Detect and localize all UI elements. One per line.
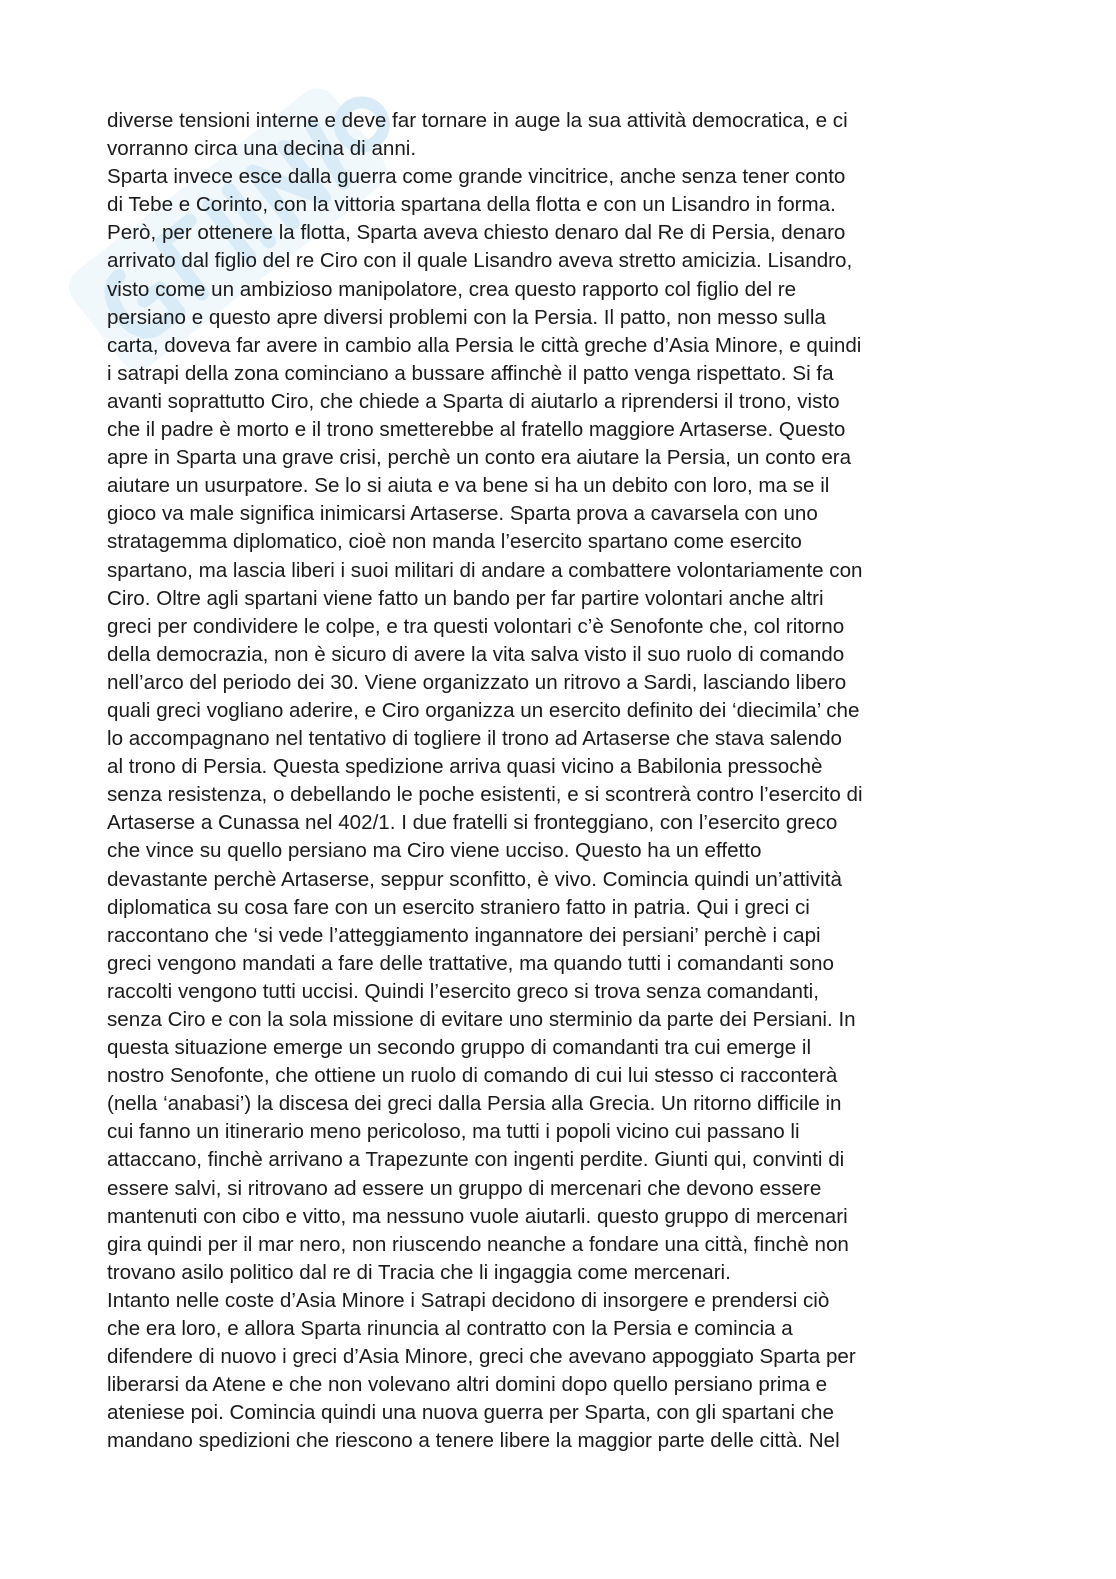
text-line: lo accompagnano nel tentativo di togliere il trono ad Artaserse che stava salendo [107,727,842,751]
text-line: raccolti vengono tutti uccisi. Quindi l’esercito greco si trova senza comandanti, [107,979,819,1003]
text-line: avanti soprattutto Ciro, che chiede a Sparta di aiutarlo a riprendersi il trono, visto [107,389,840,413]
text-line: devastante perchè Artaserse, seppur sconfitto, è vivo. Comincia quindi un’attività [107,867,842,891]
text-line: mandano spedizioni che riescono a tenere libere la maggior parte delle città. Nel [107,1429,840,1453]
text-line: questa situazione emerge un secondo gruppo di comandanti tra cui emerge il [107,1036,812,1060]
text-line: di Tebe e Corinto, con la vittoria spartana della flotta e con un Lisandro in forma. [107,193,836,217]
text-line: della democrazia, non è sicuro di avere la vita salva visto il suo ruolo di comando [107,642,845,666]
text-line: i satrapi della zona cominciano a bussare affinchè il patto venga rispettato. Si fa [107,361,834,385]
text-line: quali greci vogliano aderire, e Ciro organizza un esercito definito dei ‘diecimila’ che [107,698,860,722]
text-line: gira quindi per il mar nero, non riuscendo neanche a fondare una città, finchè non [107,1232,849,1256]
text-line: spartano, ma lascia liberi i suoi militari di andare a combattere volontariamente con [107,558,863,582]
text-line: persiano e questo apre diversi problemi con la Persia. Il patto, non messo sulla [107,305,826,329]
text-line: arrivato dal figlio del re Ciro con il quale Lisandro aveva stretto amicizia. Lisandro, [107,249,853,273]
text-line: senza resistenza, o debellando le poche esistenti, e si scontrerà contro l’esercito di [107,783,863,807]
text-line: greci vengono mandati a fare delle trattative, ma quando tutti i comandanti sono [107,951,834,975]
text-line: greci per condividere le colpe, e tra questi volontari c’è Senofonte che, col ritorno [107,614,845,638]
text-line: aiutare un usurpatore. Se lo si aiuta e va bene si ha un debito con loro, ma se il [107,474,830,498]
text-line: carta, doveva far avere in cambio alla Persia le città greche d’Asia Minore, e quindi [107,333,862,357]
text-line: che vince su quello persiano ma Ciro viene ucciso. Questo ha un effetto [107,839,762,863]
text-line: essere salvi, si ritrovano ad essere un gruppo di mercenari che devono essere [107,1176,822,1200]
text-line: (nella ‘anabasi’) la discesa dei greci dalla Persia alla Grecia. Un ritorno difficile in [107,1092,842,1116]
text-line: senza Ciro e con la sola missione di evitare uno sterminio da parte dei Persiani. In [107,1008,856,1031]
text-line: raccontano che ‘si vede l’atteggiamento ingannatore dei persiani’ perchè i capi [107,923,821,947]
body-text [107,107,1012,1456]
text-line: cui fanno un itinerario meno pericoloso, ma tutti i popoli vicino cui passano li [107,1120,800,1144]
text-line: Artaserse a Cunassa nel 402/1. I due fratelli si fronteggiano, con l’esercito greco [107,811,838,835]
text-line: Però, per ottenere la flotta, Sparta aveva chiesto denaro dal Re di Persia, denaro [107,221,846,245]
text-line: mantenuti con cibo e vitto, ma nessuno vuole aiutarli. questo gruppo di mercenari [107,1204,848,1228]
text-line: diverse tensioni interne e deve far tornare in auge la sua attività democratica, e ci [107,109,848,132]
text-line: visto come un ambizioso manipolatore, crea questo rapporto col figlio del re [107,277,797,301]
text-line: ateniese poi. Comincia quindi una nuova guerra per Sparta, con gli spartani che [107,1401,834,1425]
text-line: stratagemma diplomatico, cioè non manda l’esercito spartano come esercito [107,530,802,554]
text-line: liberarsi da Atene e che non volevano altri domini dopo quello persiano prima e [107,1373,828,1397]
text-line: vorranno circa una decina di anni. [107,137,417,161]
text-line: gioco va male significa inimicarsi Artaserse. Sparta prova a cavarsela con uno [107,502,818,526]
text-line: diplomatica su cosa fare con un esercito straniero fatto in patria. Qui i greci ci [107,895,810,919]
text-line: attaccano, finchè arrivano a Trapezunte con ingenti perdite. Giunti qui, convinti di [107,1148,845,1172]
text-line: apre in Sparta una grave crisi, perchè un conto era aiutare la Persia, un conto era [107,446,852,470]
text-line: Sparta invece esce dalla guerra come grande vincitrice, anche senza tener conto [107,165,846,189]
text-line: nostro Senofonte, che ottiene un ruolo di comando di cui lui stesso ci racconterà [107,1064,838,1088]
text-line: trovano asilo politico dal re di Tracia che li ingaggia come mercenari. [107,1260,731,1284]
text-line: nell’arco del periodo dei 30. Viene organizzato un ritrovo a Sardi, lasciando libero [107,670,847,694]
text-line: Intanto nelle coste d’Asia Minore i Satrapi decidono di insorgere e prendersi ciò [107,1288,830,1312]
text-line: Ciro. Oltre agli spartani viene fatto un bando per far partire volontari anche altri [107,586,824,610]
text-line: al trono di Persia. Questa spedizione arriva quasi vicino a Babilonia pressochè [107,755,823,779]
text-line: difendere di nuovo i greci d’Asia Minore, greci che avevano appoggiato Sparta per [107,1345,856,1369]
text-line: che il padre è morto e il trono smetterebbe al fratello maggiore Artaserse. Questo [107,418,846,442]
text-line: che era loro, e allora Sparta rinuncia al contratto con la Persia e comincia a [107,1317,793,1341]
